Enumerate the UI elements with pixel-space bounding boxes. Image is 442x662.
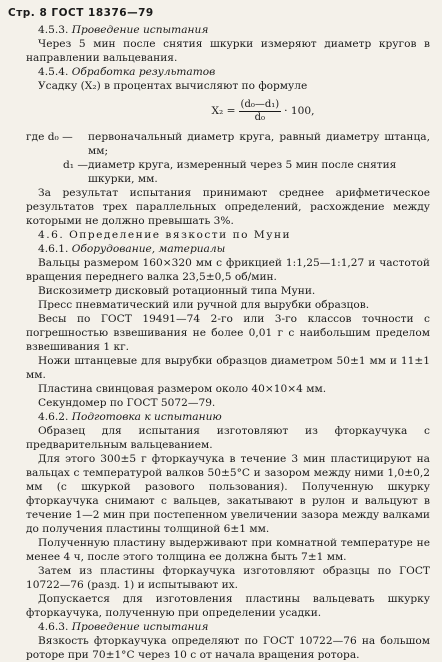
formula-fraction — [239, 99, 282, 124]
paragraph: Затем из пластины фторкаучука изготовляют образцы по ГОСТ 10722—76 (разд. 1) и испытывают их. — [26, 565, 430, 591]
formula-denominator: d₀ — [254, 111, 266, 123]
paragraph: Вязкость фторкаучука определяют по ГОСТ 10722—76 на большом роторе при 70±1°С через 10 с от начала вращения ротора. — [26, 635, 430, 661]
section-heading: 4.5.3. Проведение испытания — [38, 24, 209, 36]
page-header: Стр. 8 ГОСТ 18376—79 — [8, 7, 154, 19]
formula — [96, 96, 430, 126]
paragraph: Ножи штанцевые для вырубки образцов диаметром 50±1 мм и 11±1 мм. — [26, 355, 430, 381]
section-heading: 4.5.4. Обработка результатов — [38, 66, 216, 78]
paragraph: За результат испытания принимают среднее арифметическое результатов трех параллельных определений, расхождение между которыми не должно превышать 3%. — [26, 187, 430, 227]
paragraph: Весы по ГОСТ 19491—74 2-го или 3-го классов точности с погрешностью взвешивания не более 0,01 г с наибольшим пределом взвешивания 1 кг. — [26, 313, 430, 353]
document-body — [26, 23, 430, 662]
section-heading: 4.6.2. Подготовка к испытанию — [38, 411, 222, 423]
definition-d1 — [26, 158, 430, 186]
paragraph: Для этого 300±5 г фторкаучука в течение 3 мин пластицируют на вальцах с температурой валков 50±5°С и зазором между ними 1,0±0,2 мм (с шкуркой разового пользования). Полученную шкурку фторкаучука снимают с вальцев, закатывают в рулон и вальцуют в течение 1—2 мин при постепенном увеличении зазора между валками до получения пластины толщиной 6±1 мм. — [26, 453, 430, 535]
formula-lhs: X₂ = — [211, 105, 236, 117]
definition-text: диаметр круга, измеренный через 5 мин после снятия шкурки, мм. — [88, 159, 397, 185]
formula-tail: · 100, — [284, 105, 315, 117]
paragraph: Пресс пневматический или ручной для вырубки образцов. — [38, 299, 370, 311]
definition-d0 — [26, 130, 430, 158]
definition-label: где d₀ — — [26, 131, 73, 143]
paragraph: Допускается для изготовления пластины вальцевать шкурку фторкаучука, полученную при определении усадки. — [26, 593, 430, 619]
paragraph: Вальцы размером 160×320 мм с фрикцией 1:1,25—1:1,27 и частотой вращения переднего валка 23,5±0,5 об/мин. — [26, 257, 430, 283]
section-heading: 4.6.3. Проведение испытания — [38, 621, 209, 633]
definition-label: d₁ — — [63, 159, 88, 171]
paragraph: Пластина свинцовая размером около 40×10×4 мм. — [38, 383, 327, 395]
paragraph: Усадку (X₂) в процентах вычисляют по формуле — [38, 80, 308, 92]
definition-text: первоначальный диаметр круга, равный диаметру штанца, мм; — [88, 131, 430, 157]
section-heading: 4.6.1. Оборудование, материалы — [38, 243, 226, 255]
formula-numerator: (d₀—d₁) — [240, 98, 280, 110]
paragraph: Образец для испытания изготовляют из фторкаучука с предварительным вальцеванием. — [26, 425, 430, 451]
paragraph: Полученную пластину выдерживают при комнатной температуре не менее 4 ч, после этого толщина ее должна быть 7±1 мм. — [26, 537, 430, 563]
paragraph: Вискозиметр дисковый ротационный типа Муни. — [38, 285, 316, 297]
section-heading: 4.6. Определение вязкости по Муни — [38, 229, 292, 241]
paragraph: Через 5 мин после снятия шкурки измеряют диаметр кругов в направлении вальцевания. — [26, 38, 430, 64]
paragraph: Секундомер по ГОСТ 5072—79. — [38, 397, 216, 409]
